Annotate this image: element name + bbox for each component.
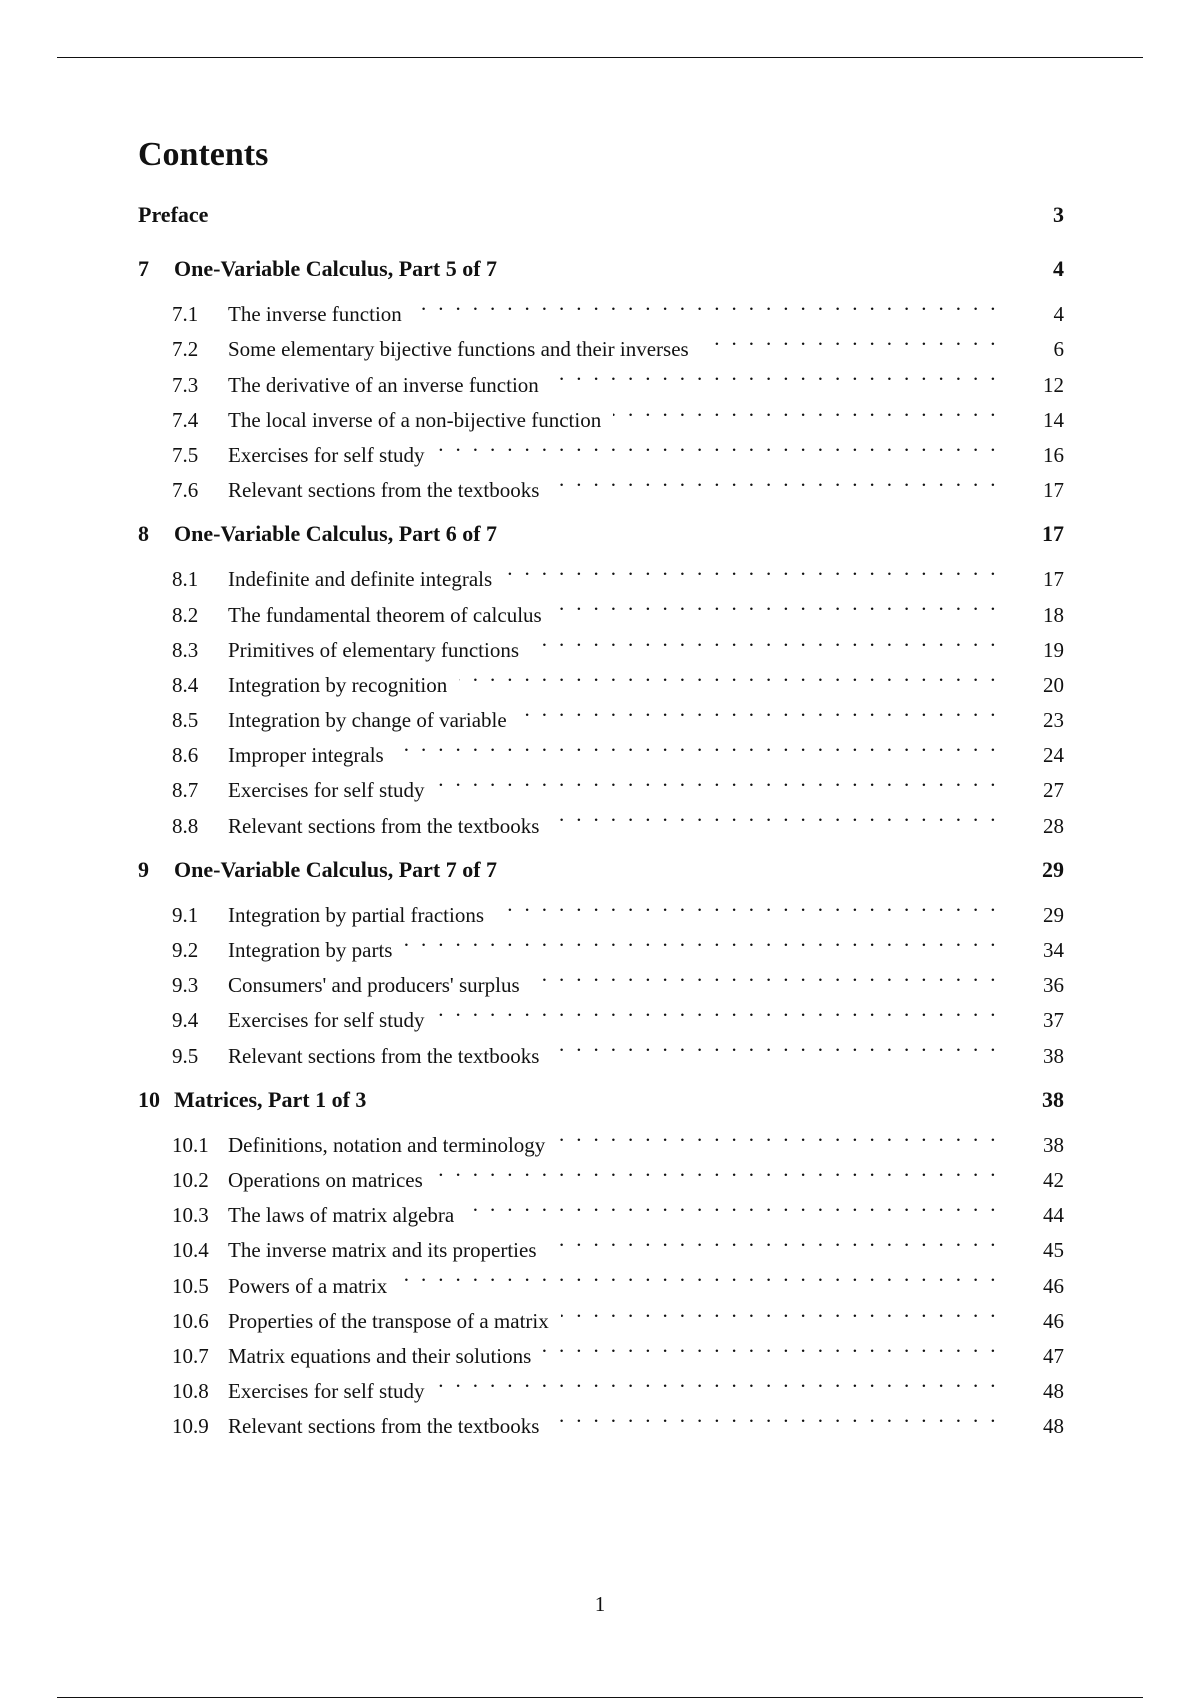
section-number: 7.4 (172, 407, 199, 432)
section-number: 10.2 (172, 1167, 209, 1192)
chapter-title: One-Variable Calculus, Part 5 of 7 (174, 256, 498, 281)
section-number: 7.3 (172, 372, 199, 397)
section-page: 4 (1053, 302, 1064, 327)
section-page: 45 (1043, 1238, 1064, 1263)
section-number: 7.6 (172, 478, 199, 503)
section-title: Integration by parts (228, 938, 393, 962)
chapter-title: One-Variable Calculus, Part 7 of 7 (174, 856, 498, 882)
section-title: Primitives of elementary functions (228, 637, 520, 662)
section-title: Exercises for self study (228, 442, 425, 467)
section-title: Integration by partial fractions (228, 902, 484, 927)
dot-leader (551, 1027, 996, 1062)
section-title: Improper integrals (228, 743, 384, 768)
section-number: 8.1 (172, 567, 199, 592)
section-number: 10.3 (172, 1203, 209, 1228)
section-page: 38 (1043, 1043, 1064, 1068)
dot-leader (437, 427, 996, 462)
dot-leader (496, 887, 996, 922)
section-title: The inverse function (228, 302, 402, 327)
dot-leader (557, 1117, 996, 1152)
dot-leader (435, 1152, 996, 1187)
section-page: 17 (1043, 478, 1064, 503)
section-title: Integration by recognition (228, 672, 448, 697)
section-title: The local inverse of a non-bijective function (228, 407, 602, 432)
toc-entry-section[interactable] (138, 286, 1064, 327)
section-number: 9.3 (172, 973, 199, 998)
section-page: 44 (1043, 1203, 1064, 1228)
section-number: 10.1 (172, 1132, 209, 1157)
section-title: Relevant sections from the textbooks (228, 1043, 540, 1068)
toc-entry-preface[interactable] (138, 198, 1064, 232)
section-page: 34 (1043, 938, 1064, 962)
section-title: Some elementary bijective functions and their inverses (228, 337, 689, 362)
preface-page: 3 (1053, 202, 1064, 227)
section-number: 7.5 (172, 442, 199, 467)
section-title: Relevant sections from the textbooks (228, 1414, 540, 1439)
dot-leader (551, 356, 996, 391)
dot-leader (437, 1363, 996, 1398)
dot-leader (561, 1293, 996, 1328)
section-number: 10.4 (172, 1238, 209, 1263)
section-page: 48 (1043, 1379, 1064, 1404)
dot-leader (613, 392, 996, 427)
chapter-page: 17 (1042, 521, 1064, 547)
section-number: 7.2 (172, 337, 199, 362)
dot-leader (459, 657, 996, 692)
section-number: 8.4 (172, 672, 199, 697)
section-number: 10.7 (172, 1343, 209, 1368)
dot-leader (504, 551, 996, 586)
section-title: Relevant sections from the textbooks (228, 813, 540, 838)
chapter-page: 4 (1053, 256, 1064, 281)
dot-leader (414, 286, 996, 321)
section-number: 9.1 (172, 902, 199, 927)
section-number: 10.5 (172, 1273, 209, 1298)
section-page: 16 (1043, 442, 1064, 467)
dot-leader (437, 992, 996, 1027)
section-page: 47 (1043, 1343, 1064, 1368)
section-title: Exercises for self study (228, 1379, 425, 1404)
toc-entry-section[interactable] (138, 551, 1064, 592)
section-title: Integration by change of variable (228, 708, 507, 733)
toc-entry-chapter[interactable] (138, 853, 1064, 887)
section-page: 18 (1043, 602, 1064, 627)
section-page: 24 (1043, 743, 1064, 768)
section-number: 8.7 (172, 778, 199, 803)
section-title: Relevant sections from the textbooks (228, 478, 540, 503)
section-title: Properties of the transpose of a matrix (228, 1308, 549, 1333)
section-number: 9.2 (172, 938, 199, 962)
section-title: Exercises for self study (228, 778, 425, 803)
section-title: The inverse matrix and its properties (228, 1238, 537, 1263)
preface-title: Preface (138, 202, 209, 227)
table-of-contents (138, 130, 1064, 1439)
page-number: 1 (594, 1592, 606, 1616)
section-number: 9.4 (172, 1008, 199, 1033)
section-title: Powers of a matrix (228, 1273, 388, 1298)
section-title: Matrix equations and their solutions (228, 1343, 532, 1368)
section-number: 8.5 (172, 708, 199, 733)
dot-leader (549, 1222, 997, 1257)
toc-entry-section[interactable] (138, 1117, 1064, 1157)
dot-leader (701, 321, 996, 356)
chapter-number: 7 (138, 256, 149, 281)
chapter-number: 8 (138, 521, 149, 547)
section-page: 17 (1043, 567, 1064, 592)
toc-entry-chapter[interactable] (138, 1083, 1064, 1117)
dot-leader (404, 922, 996, 957)
chapter-number: 9 (138, 856, 149, 882)
dot-leader (551, 462, 996, 497)
section-page: 29 (1043, 902, 1064, 927)
dot-leader (466, 1187, 996, 1222)
section-page: 6 (1053, 337, 1064, 362)
section-page: 19 (1043, 637, 1064, 662)
dot-leader (532, 957, 996, 992)
bottom-rule (57, 1697, 1143, 1698)
section-page: 27 (1043, 778, 1064, 803)
chapter-10 (138, 1083, 1064, 1439)
dot-leader (551, 797, 996, 832)
dot-leader (531, 622, 996, 657)
dot-leader (519, 692, 996, 727)
chapter-9 (138, 853, 1064, 1068)
section-title: The laws of matrix algebra (228, 1203, 455, 1228)
section-number: 8.3 (172, 637, 199, 662)
top-rule (57, 57, 1143, 58)
dot-leader (396, 727, 996, 762)
section-page: 46 (1043, 1308, 1064, 1333)
chapter-title: Matrices, Part 1 of 3 (174, 1086, 367, 1112)
section-title: The fundamental theorem of calculus (228, 602, 542, 627)
section-number: 10.6 (172, 1308, 209, 1333)
dot-leader (543, 1328, 996, 1363)
section-page: 20 (1043, 672, 1064, 697)
section-title: Consumers' and producers' surplus (228, 973, 520, 998)
section-page: 42 (1043, 1167, 1064, 1192)
dot-leader (399, 1257, 996, 1292)
section-number: 8.6 (172, 743, 199, 768)
section-number: 7.1 (172, 302, 199, 327)
chapter-8 (138, 517, 1064, 838)
section-number: 10.8 (172, 1379, 209, 1404)
dot-leader (437, 762, 996, 797)
toc-entry-section[interactable] (138, 887, 1064, 927)
section-number: 8.8 (172, 813, 199, 838)
toc-entry-chapter[interactable] (138, 252, 1064, 286)
section-page: 12 (1043, 372, 1064, 397)
chapter-title: One-Variable Calculus, Part 6 of 7 (174, 521, 498, 547)
toc-title: Contents (138, 136, 269, 173)
dot-leader (551, 1398, 996, 1433)
chapter-7 (138, 252, 1064, 503)
section-title: Definitions, notation and terminology (228, 1132, 546, 1157)
section-page: 48 (1043, 1414, 1064, 1439)
section-page: 36 (1043, 973, 1064, 998)
section-number: 8.2 (172, 602, 199, 627)
chapter-page: 38 (1042, 1086, 1064, 1112)
section-title: Indefinite and definite integrals (228, 567, 493, 592)
dot-leader (554, 586, 996, 621)
section-number: 10.9 (172, 1414, 209, 1439)
section-number: 9.5 (172, 1043, 199, 1068)
section-title: Operations on matrices (228, 1167, 423, 1192)
chapter-page: 29 (1042, 856, 1064, 882)
section-page: 38 (1043, 1132, 1064, 1157)
section-page: 37 (1043, 1008, 1064, 1033)
toc-entry-chapter[interactable] (138, 517, 1064, 551)
section-page: 14 (1043, 407, 1064, 432)
section-title: Exercises for self study (228, 1008, 425, 1033)
chapter-number: 10 (138, 1086, 160, 1112)
section-title: The derivative of an inverse function (228, 372, 539, 397)
section-page: 46 (1043, 1273, 1064, 1298)
section-page: 28 (1043, 813, 1064, 838)
section-page: 23 (1043, 708, 1064, 733)
